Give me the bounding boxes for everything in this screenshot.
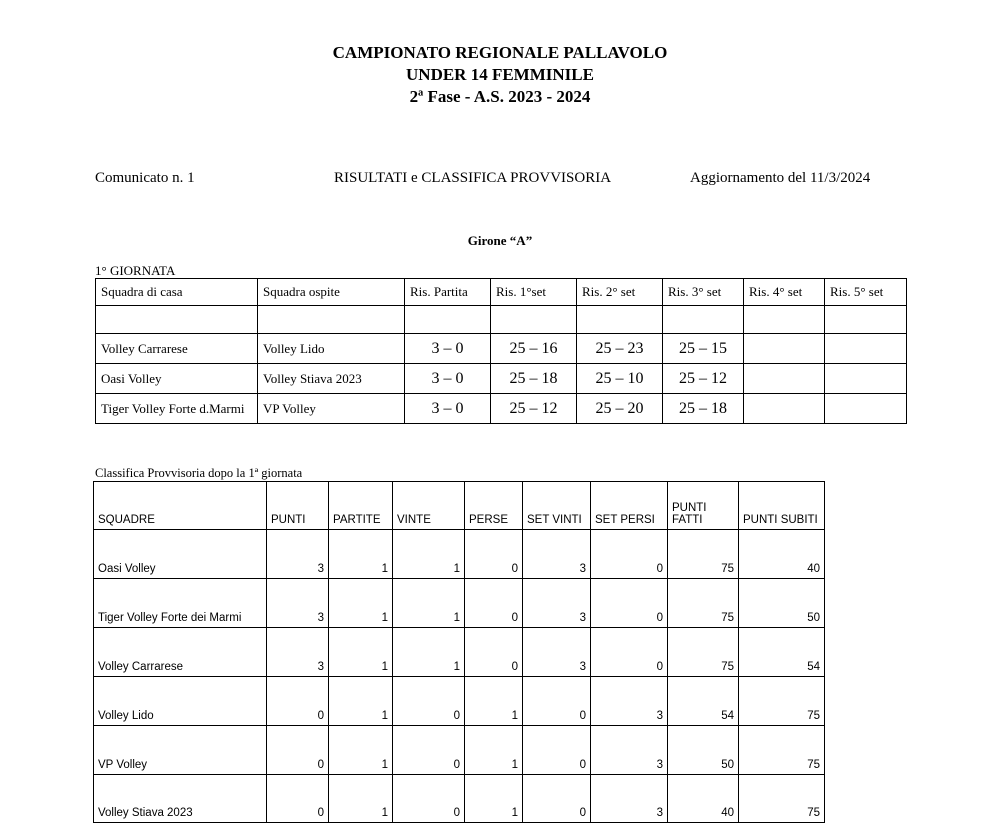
- team-name: Tiger Volley Forte dei Marmi: [94, 579, 267, 628]
- update-date: Aggiornamento del 11/3/2024: [690, 170, 871, 186]
- results-row: [96, 364, 907, 394]
- set5-score: [825, 364, 907, 394]
- team-name: Volley Stiava 2023: [94, 775, 267, 823]
- doc-title-line1: CAMPIONATO REGIONALE PALLAVOLO: [332, 43, 668, 62]
- sets-won: 3: [523, 579, 591, 628]
- sets-won: 3: [523, 628, 591, 677]
- played: 1: [329, 628, 393, 677]
- standings-row: [94, 530, 825, 579]
- played: 1: [329, 579, 393, 628]
- points-scored: 54: [668, 677, 739, 726]
- points-scored: 75: [668, 530, 739, 579]
- home-team: Tiger Volley Forte d.Marmi: [96, 394, 258, 424]
- standings-table: [93, 481, 825, 823]
- standings-header-points-scored: PUNTI FATTI: [668, 482, 739, 530]
- set2-score: 25 – 23: [577, 334, 663, 364]
- standings-row: [94, 579, 825, 628]
- points-conceded: 75: [739, 677, 825, 726]
- points-conceded: 75: [739, 775, 825, 823]
- match-result: 3 – 0: [405, 364, 491, 394]
- lost: 1: [465, 726, 523, 775]
- home-team: Volley Carrarese: [96, 334, 258, 364]
- standings-header-points: PUNTI: [267, 482, 329, 530]
- lost: 0: [465, 530, 523, 579]
- standings-header-sets-lost: SET PERSI: [591, 482, 668, 530]
- sets-lost: 3: [591, 775, 668, 823]
- standings-header-won: VINTE: [393, 482, 465, 530]
- away-team: Volley Stiava 2023: [258, 364, 405, 394]
- set4-score: [744, 334, 825, 364]
- points: 3: [267, 628, 329, 677]
- lost: 0: [465, 579, 523, 628]
- standings-header-points-conceded: PUNTI SUBITI: [739, 482, 825, 530]
- match-result: 3 – 0: [405, 334, 491, 364]
- sets-won: 0: [523, 677, 591, 726]
- group-title: Girone “A”: [467, 233, 533, 248]
- won: 1: [393, 628, 465, 677]
- team-name: Volley Lido: [94, 677, 267, 726]
- doc-title-line3: 2ª Fase - A.S. 2023 - 2024: [409, 87, 591, 106]
- standings-row: [94, 677, 825, 726]
- set3-score: 25 – 18: [663, 394, 744, 424]
- set1-score: 25 – 12: [491, 394, 577, 424]
- standings-header-sets-won: SET VINTI: [523, 482, 591, 530]
- won: 1: [393, 530, 465, 579]
- points-scored: 75: [668, 628, 739, 677]
- points-conceded: 75: [739, 726, 825, 775]
- points: 3: [267, 530, 329, 579]
- results-header-set4: Ris. 4° set: [744, 279, 825, 306]
- lost: 1: [465, 775, 523, 823]
- round-label: 1° GIORNATA: [95, 263, 176, 278]
- standings-label: Classifica Provvisoria dopo la 1ª giornata: [95, 466, 303, 480]
- points-scored: 50: [668, 726, 739, 775]
- sets-lost: 0: [591, 579, 668, 628]
- results-table: [95, 278, 907, 424]
- standings-row: [94, 775, 825, 823]
- results-header-set5: Ris. 5° set: [825, 279, 907, 306]
- played: 1: [329, 530, 393, 579]
- won: 0: [393, 677, 465, 726]
- results-header-row: [96, 279, 907, 306]
- sets-won: 3: [523, 530, 591, 579]
- away-team: VP Volley: [258, 394, 405, 424]
- set5-score: [825, 394, 907, 424]
- set3-score: 25 – 12: [663, 364, 744, 394]
- lost: 0: [465, 628, 523, 677]
- sets-lost: 3: [591, 677, 668, 726]
- won: 1: [393, 579, 465, 628]
- set1-score: 25 – 18: [491, 364, 577, 394]
- sets-lost: 0: [591, 628, 668, 677]
- set1-score: 25 – 16: [491, 334, 577, 364]
- results-empty-row: [96, 306, 907, 334]
- document-subject: RISULTATI e CLASSIFICA PROVVISORIA: [334, 170, 612, 186]
- set2-score: 25 – 20: [577, 394, 663, 424]
- standings-header-row: [94, 482, 825, 530]
- team-name: Volley Carrarese: [94, 628, 267, 677]
- standings-row: [94, 726, 825, 775]
- home-team: Oasi Volley: [96, 364, 258, 394]
- standings-row: [94, 628, 825, 677]
- results-header-set1: Ris. 1°set: [491, 279, 577, 306]
- standings-header-lost: PERSE: [465, 482, 523, 530]
- points: 0: [267, 726, 329, 775]
- played: 1: [329, 726, 393, 775]
- points-scored: 40: [668, 775, 739, 823]
- standings-header-played: PARTITE: [329, 482, 393, 530]
- comunicato-number: Comunicato n. 1: [95, 170, 195, 186]
- set4-score: [744, 364, 825, 394]
- results-header-away: Squadra ospite: [258, 279, 405, 306]
- results-header-home: Squadra di casa: [96, 279, 258, 306]
- set4-score: [744, 394, 825, 424]
- sets-won: 0: [523, 775, 591, 823]
- results-header-set2: Ris. 2° set: [577, 279, 663, 306]
- set5-score: [825, 334, 907, 364]
- set2-score: 25 – 10: [577, 364, 663, 394]
- set3-score: 25 – 15: [663, 334, 744, 364]
- match-result: 3 – 0: [405, 394, 491, 424]
- standings-header-team: SQUADRE: [94, 482, 267, 530]
- won: 0: [393, 726, 465, 775]
- doc-title-line2: UNDER 14 FEMMINILE: [406, 65, 594, 84]
- points: 0: [267, 677, 329, 726]
- sets-lost: 3: [591, 726, 668, 775]
- played: 1: [329, 677, 393, 726]
- sets-lost: 0: [591, 530, 668, 579]
- results-header-match: Ris. Partita: [405, 279, 491, 306]
- sets-won: 0: [523, 726, 591, 775]
- points: 3: [267, 579, 329, 628]
- results-header-set3: Ris. 3° set: [663, 279, 744, 306]
- away-team: Volley Lido: [258, 334, 405, 364]
- team-name: VP Volley: [94, 726, 267, 775]
- points: 0: [267, 775, 329, 823]
- points-conceded: 54: [739, 628, 825, 677]
- points-scored: 75: [668, 579, 739, 628]
- results-row: [96, 334, 907, 364]
- team-name: Oasi Volley: [94, 530, 267, 579]
- played: 1: [329, 775, 393, 823]
- lost: 1: [465, 677, 523, 726]
- results-row: [96, 394, 907, 424]
- won: 0: [393, 775, 465, 823]
- points-conceded: 40: [739, 530, 825, 579]
- points-conceded: 50: [739, 579, 825, 628]
